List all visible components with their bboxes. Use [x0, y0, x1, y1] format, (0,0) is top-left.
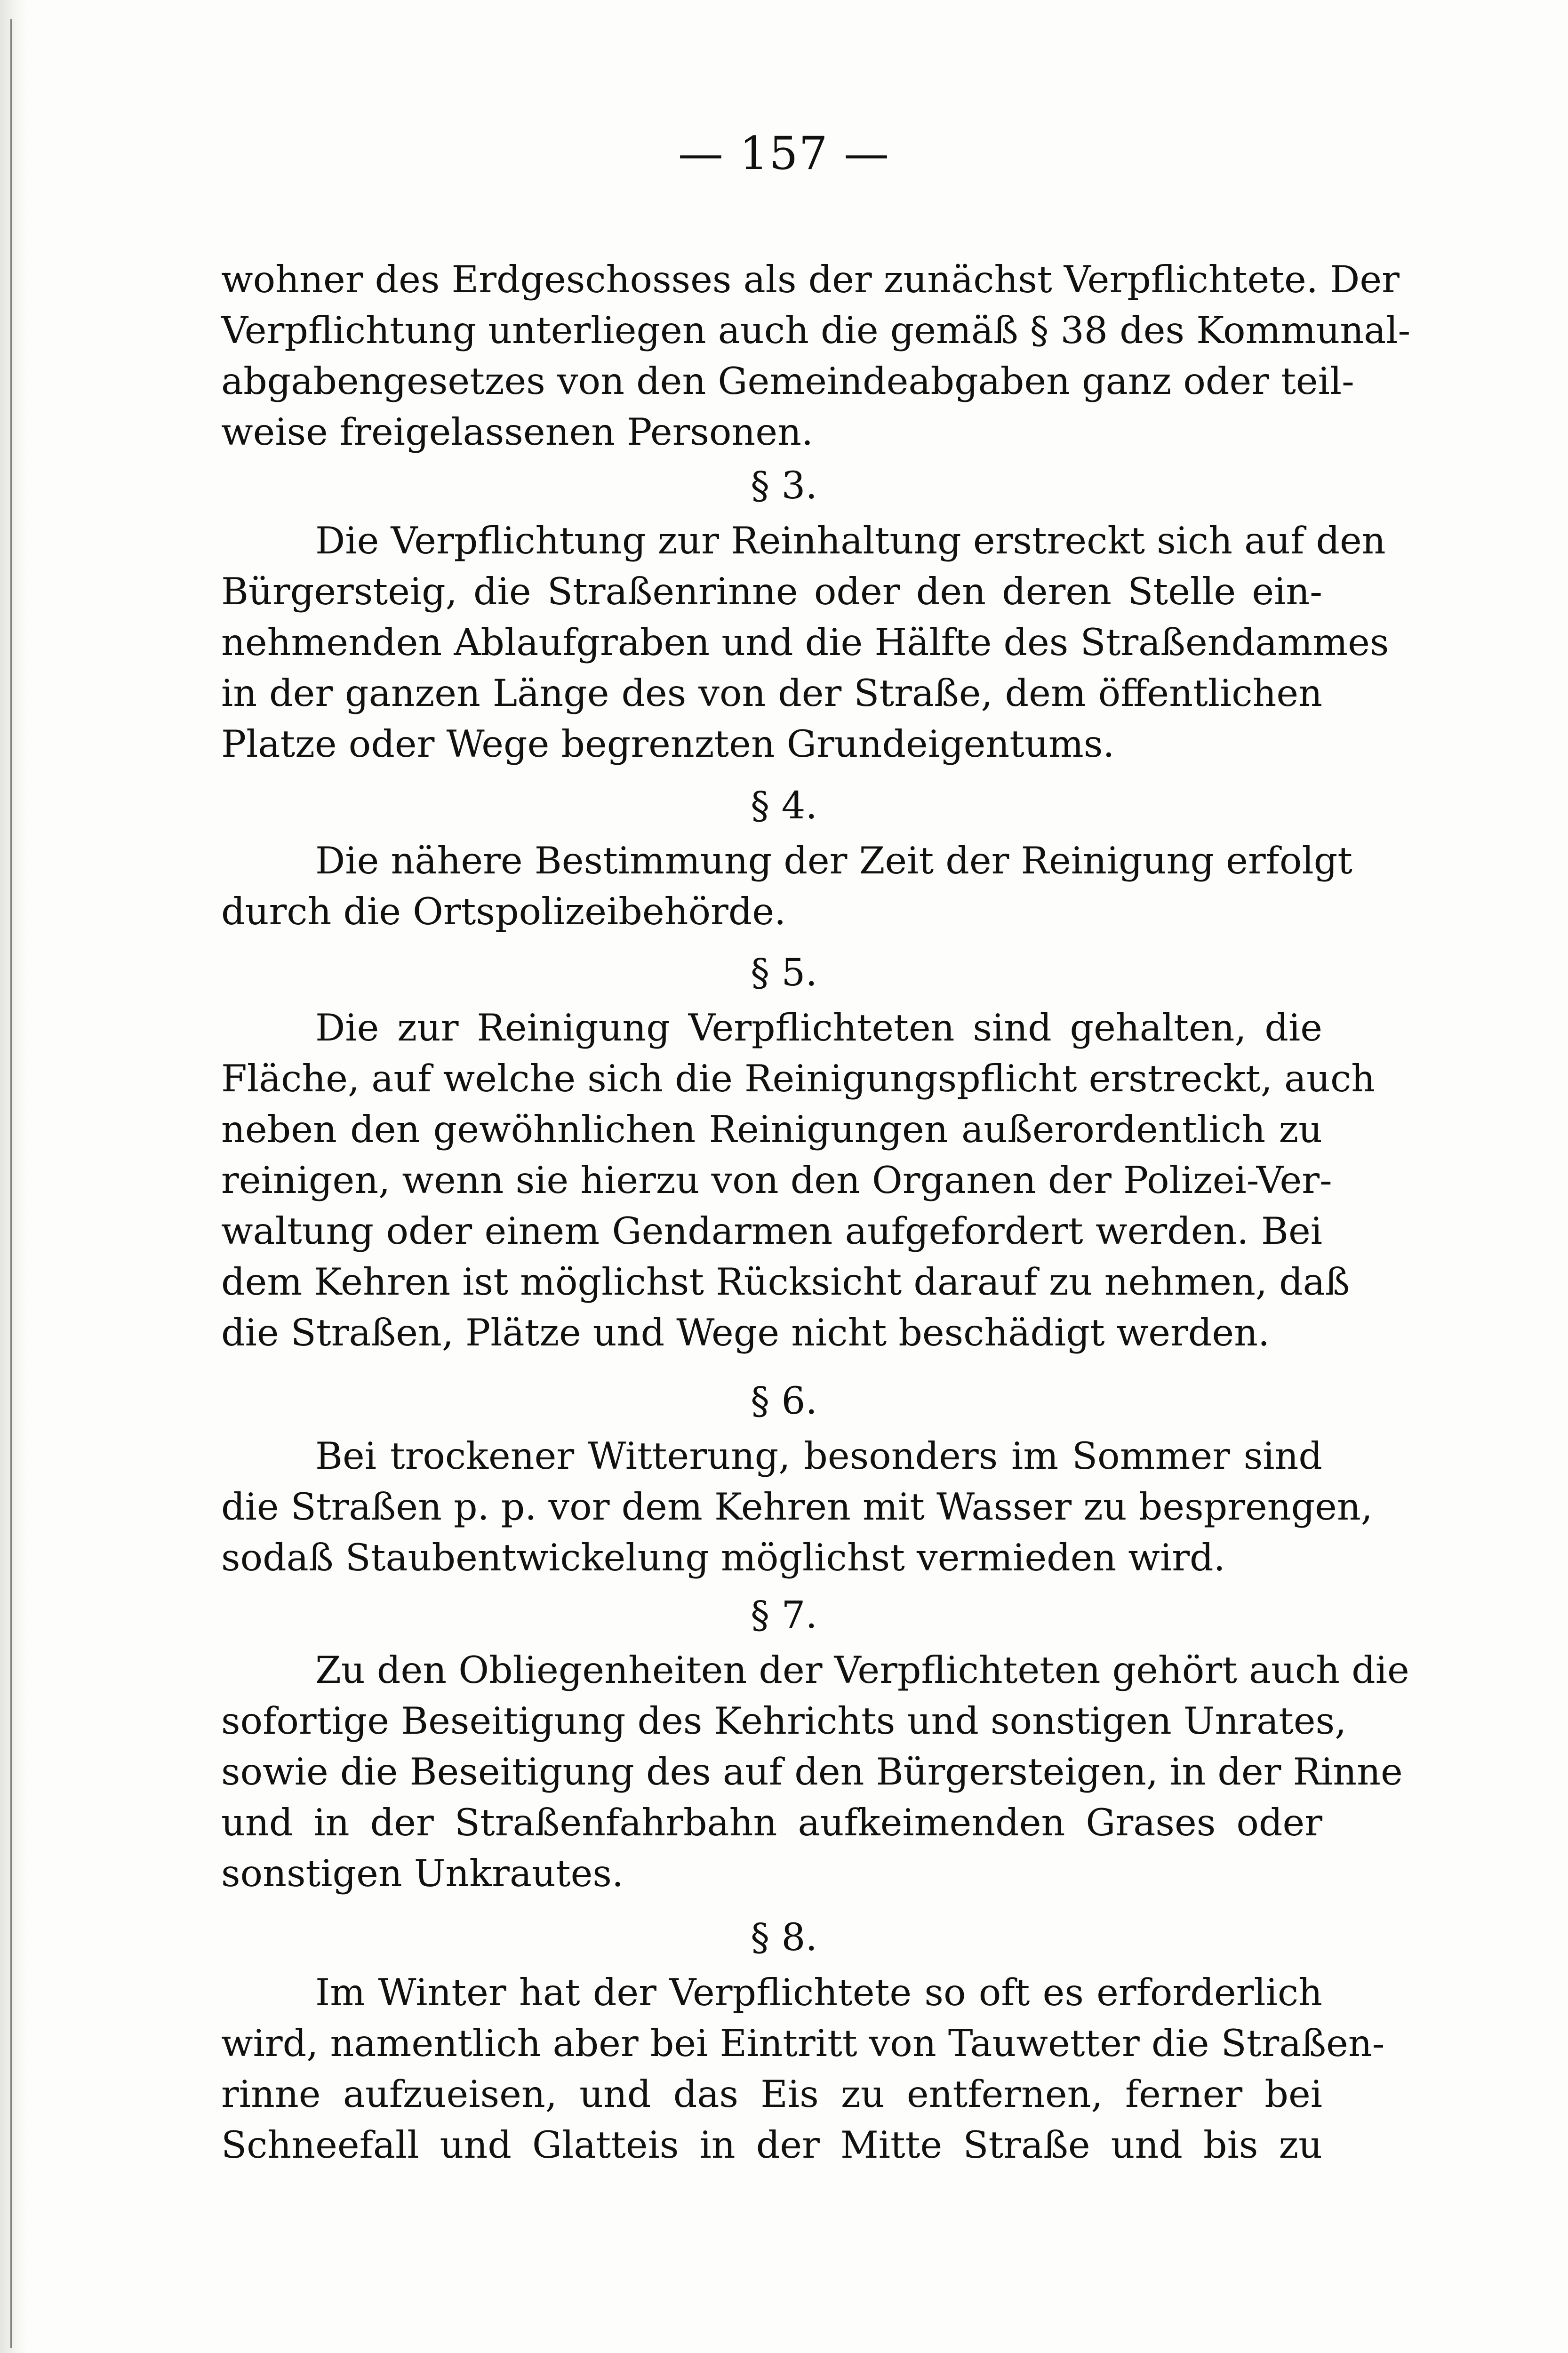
text-line: dem Kehren ist möglichst Rücksicht darauf zu nehmen, daß	[221, 1260, 1350, 1304]
text-line: Platze oder Wege begrenzten Grundeigentums.	[221, 722, 1115, 766]
section-paragraph	[221, 1967, 1385, 2170]
section-heading: § 5.	[751, 951, 817, 994]
text-line: wohner des Erdgeschosses als der zunächst Verpflichtete. Der	[221, 258, 1400, 301]
binding-edge	[0, 0, 28, 2353]
text-line: rinne aufzueisen, und das Eis zu entfernen, ferner bei	[221, 2073, 1322, 2116]
text-line: nehmenden Ablaufgraben und die Hälfte des Straßendammes	[221, 621, 1389, 664]
intro-paragraph	[221, 254, 1411, 457]
text-line: und in der Straßenfahrbahn aufkeimenden Grases oder	[221, 1801, 1322, 1844]
text-line: wird, namentlich aber bei Eintritt von Tauwetter die Straßen-	[221, 2022, 1385, 2065]
text-line: Die Verpflichtung zur Reinhaltung erstreckt sich auf den	[315, 519, 1386, 562]
section-paragraph	[221, 1431, 1373, 1583]
page-number: — 157 —	[678, 127, 890, 180]
text-line: Die zur Reinigung Verpflichteten sind gehalten, die	[315, 1006, 1322, 1049]
text-line: Im Winter hat der Verpflichtete so oft es erforderlich	[315, 1971, 1322, 2014]
text-line: sowie die Beseitigung des auf den Bürgersteigen, in der Rinne	[221, 1750, 1403, 1793]
section-paragraph	[221, 515, 1389, 769]
binding-line	[10, 19, 12, 2348]
text-line: Bei trockener Witterung, besonders im Sommer sind	[315, 1434, 1322, 1478]
text-line: sonstigen Unkrautes.	[221, 1852, 624, 1895]
section-heading: § 4.	[751, 784, 817, 827]
section-heading: § 7.	[751, 1593, 817, 1637]
section-heading: § 3.	[751, 464, 817, 507]
section-paragraph	[221, 1002, 1376, 1358]
text-line: die Straßen, Plätze und Wege nicht beschädigt werden.	[221, 1311, 1270, 1354]
text-line: in der ganzen Länge des von der Straße, dem öffentlichen	[221, 672, 1322, 715]
text-line: waltung oder einem Gendarmen aufgefordert werden. Bei	[221, 1209, 1322, 1253]
text-line: sofortige Beseitigung des Kehrichts und sonstigen Unrates,	[221, 1699, 1347, 1743]
text-line: reinigen, wenn sie hierzu von den Organen der Polizei-Ver-	[221, 1159, 1332, 1202]
text-line: neben den gewöhnlichen Reinigungen außerordentlich zu	[221, 1108, 1322, 1151]
text-line: Die nähere Bestimmung der Zeit der Reinigung erfolgt	[315, 839, 1353, 882]
section-paragraph	[221, 835, 1353, 937]
text-line: Zu den Obliegenheiten der Verpflichteten gehört auch die	[315, 1649, 1409, 1692]
text-line: weise freigelassenen Personen.	[221, 410, 814, 454]
text-line: Verpflichtung unterliegen auch die gemäß § 38 des Kommunal-	[221, 309, 1411, 352]
section-heading: § 6.	[751, 1379, 817, 1423]
text-line: abgabengesetzes von den Gemeindeabgaben ganz oder teil-	[221, 360, 1354, 403]
text-line: sodaß Staubentwickelung möglichst vermieden wird.	[221, 1536, 1225, 1579]
text-line: Fläche, auf welche sich die Reinigungspflicht erstreckt, auch	[221, 1057, 1376, 1100]
section-heading: § 8.	[751, 1915, 817, 1959]
text-line: die Straßen p. p. vor dem Kehren mit Wasser zu besprengen,	[221, 1485, 1373, 1529]
text-line: Schneefall und Glatteis in der Mitte Straße und bis zu	[221, 2123, 1322, 2167]
text-line: durch die Ortspolizeibehörde.	[221, 890, 786, 933]
section-paragraph	[221, 1645, 1409, 1899]
text-line: Bürgersteig, die Straßenrinne oder den deren Stelle ein-	[221, 570, 1322, 613]
